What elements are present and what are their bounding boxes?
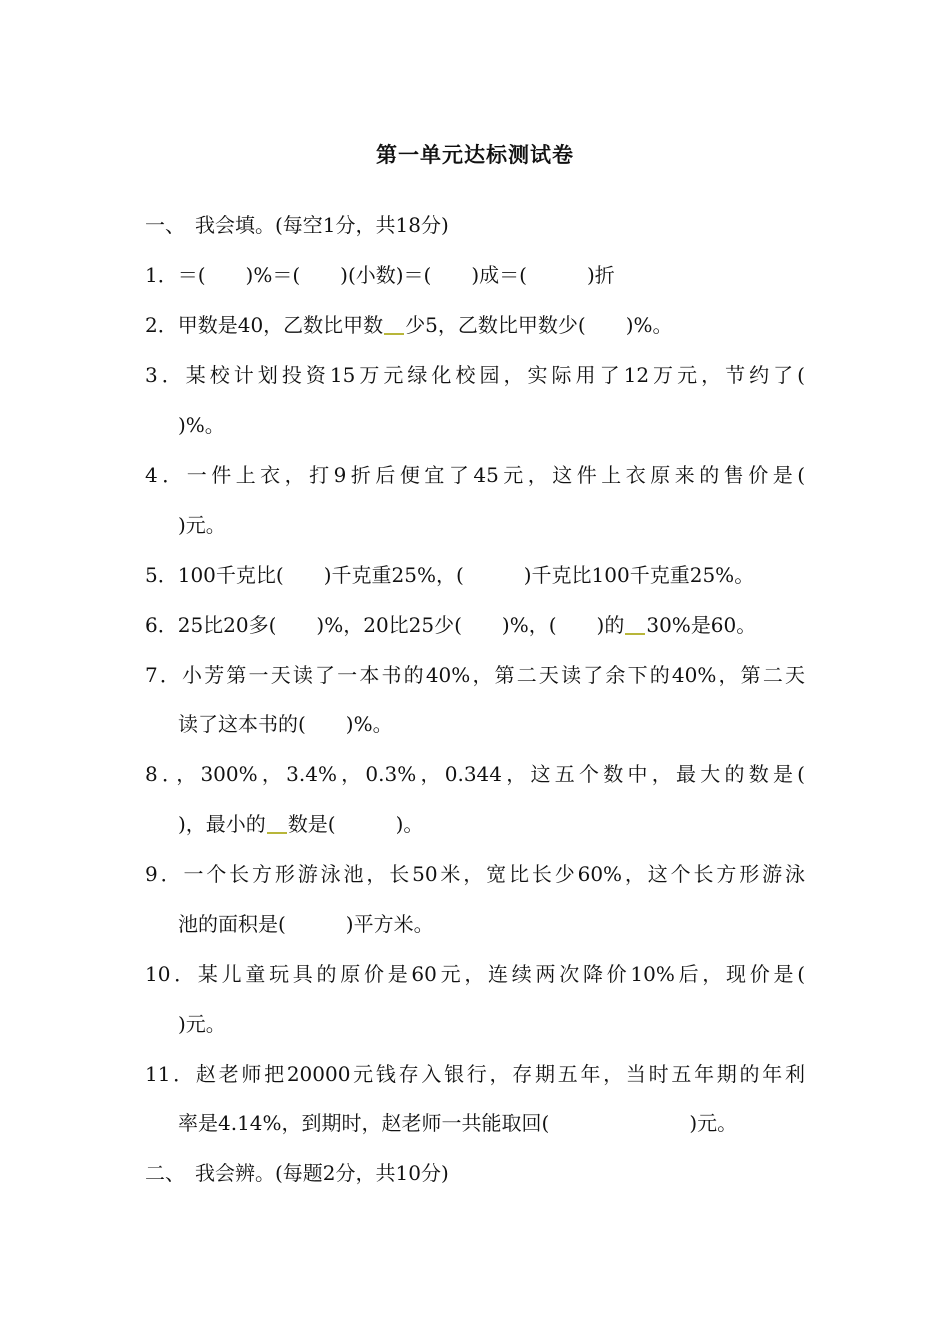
question-10: 10．某儿童玩具的原价是60元，连续两次降价10%后，现价是( xyxy=(145,962,805,986)
question-8-part-b1: )，最小的 xyxy=(178,812,266,836)
question-11-continued: 率是4.14%，到期时，赵老师一共能取回( )元。 xyxy=(178,1111,738,1135)
question-7-continued: 读了这本书的( )%。 xyxy=(178,712,393,736)
underline-mark xyxy=(267,832,287,834)
page-title: 第一单元达标测试卷 xyxy=(376,142,574,167)
question-8-part-b2: 数是( )。 xyxy=(287,812,424,836)
question-2-part-a: 2．甲数是40，乙数比甲数 xyxy=(145,313,384,337)
question-8-continued xyxy=(178,810,423,838)
underline-mark xyxy=(384,333,404,335)
question-9-continued: 池的面积是( )平方米。 xyxy=(178,912,434,936)
question-3-continued: )%。 xyxy=(178,413,225,437)
question-8: 8．，300%，3.4%，0.3%，0.344，这五个数中，最大的数是( xyxy=(145,762,805,786)
section-heading-1: 一、 我会填。(每空1分，共18分) xyxy=(145,213,449,237)
question-6 xyxy=(145,611,756,639)
question-5: 5．100千克比( )千克重25%，( )千克比100千克重25%。 xyxy=(145,563,755,587)
section-heading-2: 二、 我会辨。(每题2分，共10分) xyxy=(145,1161,449,1185)
question-7: 7．小芳第一天读了一本书的40%，第二天读了余下的40%，第二天 xyxy=(145,663,805,687)
question-4-continued: )元。 xyxy=(178,513,226,537)
underline-mark xyxy=(625,633,645,635)
question-2 xyxy=(145,311,673,339)
question-9: 9．一个长方形游泳池，长50米，宽比长少60%，这个长方形游泳 xyxy=(145,862,805,886)
question-2-part-b: 少5，乙数比甲数少( )%。 xyxy=(405,313,673,337)
question-6-part-b: 30%是60。 xyxy=(646,613,757,637)
question-1: 1．＝( )%＝( )(小数)＝( )成＝( )折 xyxy=(145,263,615,287)
question-4: 4．一件上衣，打9折后便宜了45元，这件上衣原来的售价是( xyxy=(145,463,805,487)
question-6-part-a: 6．25比20多( )%，20比25少( )%，( )的 xyxy=(145,613,625,637)
question-3: 3．某校计划投资15万元绿化校园，实际用了12万元，节约了( xyxy=(145,363,805,387)
question-11: 11．赵老师把20000元钱存入银行，存期五年，当时五年期的年利 xyxy=(145,1062,805,1086)
question-10-continued: )元。 xyxy=(178,1012,226,1036)
